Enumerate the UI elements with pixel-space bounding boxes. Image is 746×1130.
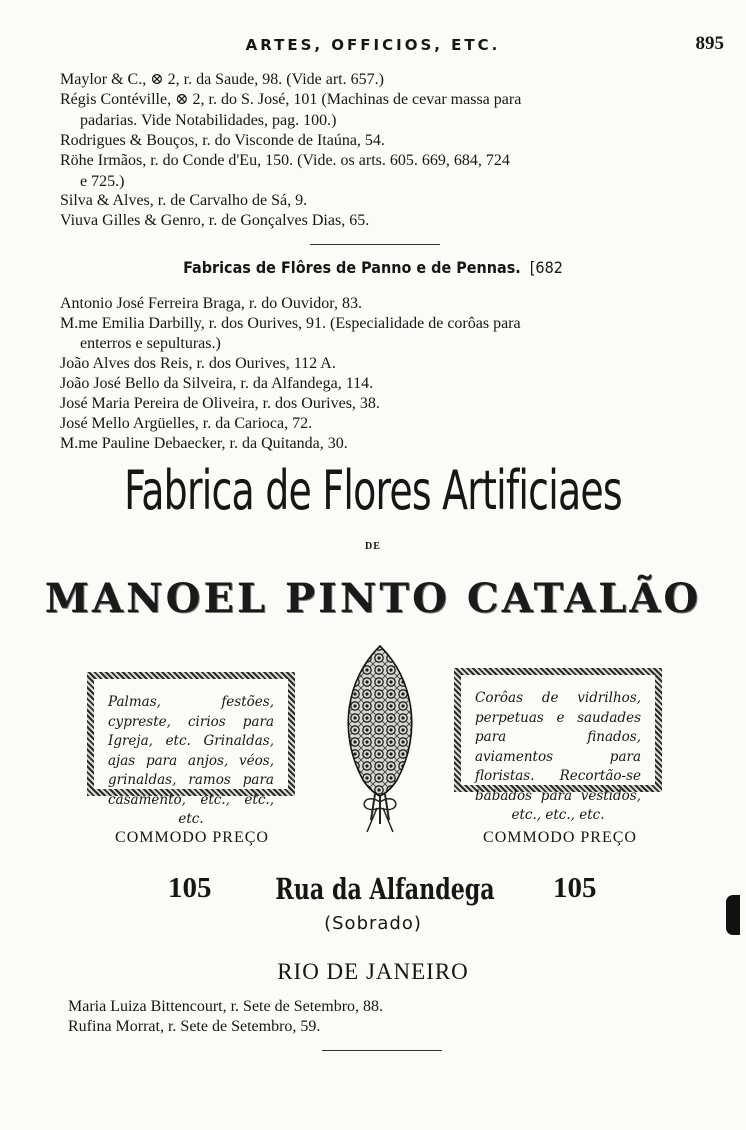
ad-title: Fabrica de Flores Artificiaes (124, 459, 622, 522)
page-number: 895 (695, 33, 724, 54)
ad-de: DE (365, 541, 381, 552)
right-ad-box-text: Corôas de vidrilhos, perpetuas e saudades para finados, aviamentos para floristas. Recortão-se babados para vestidos, etc., etc., etc. (475, 690, 641, 823)
list-entry: Maylor & C., ⊗ 2, r. da Saude, 98. (Vide art. 657.) (60, 71, 384, 88)
list-entry: Silva & Alves, r. de Carvalho de Sá, 9. (60, 192, 308, 209)
list-entry: Maria Luiza Bittencourt, r. Sete de Setembro, 88. (68, 998, 384, 1015)
right-ad-box (454, 668, 662, 823)
list-entry: João Alves dos Reis, r. dos Ourives, 112 A. (60, 355, 336, 372)
floor-note: (Sobrado) (324, 913, 422, 934)
list-entry: M.me Pauline Debaecker, r. da Quitanda, 30. (60, 435, 348, 452)
street-name: Rua da Alfandega (275, 872, 495, 906)
list-entry-continuation: e 725.) (80, 173, 125, 190)
section-divider (310, 244, 440, 245)
price-label-right: COMMODO PREÇO (483, 829, 637, 846)
street-number-right: 105 (553, 872, 597, 904)
list-entry: M.me Emilia Darbilly, r. dos Ourives, 91. (Especialidade de corôas para (60, 315, 521, 332)
left-ad-box-text: Palmas, festões, cypreste, cirios para Igreja, etc. Grinaldas, ajas para anjos, véos, grinaldas, ramos para casamento, etc., etc., etc. (108, 694, 274, 827)
list-entry: Rodrigues & Bouços, r. do Visconde de Itaúna, 54. (60, 132, 385, 149)
page-edge-mark (726, 895, 740, 935)
list-entry: Viuva Gilles & Genro, r. de Gonçalves Dias, 65. (60, 212, 370, 229)
list-entry: José Mello Argüelles, r. da Carioca, 72. (60, 415, 313, 432)
bottom-divider (322, 1050, 442, 1051)
ad-owner-name: MANOEL PINTO CATALÃO (44, 575, 702, 622)
section-heading-text: Fabricas de Flôres de Panno e de Pennas. (183, 258, 521, 277)
section-heading (0, 258, 746, 277)
running-header: ARTES, OFFICIOS, ETC. (245, 36, 501, 54)
list-entry: João José Bello da Silveira, r. da Alfandega, 114. (60, 375, 374, 392)
price-label-left: COMMODO PREÇO (115, 829, 269, 846)
list-entry: Régis Contéville, ⊗ 2, r. do S. José, 101 (Machinas de cevar massa para (60, 91, 522, 108)
list-entry-continuation: enterros e sepulturas.) (80, 335, 221, 352)
street-number-left: 105 (168, 872, 212, 904)
section-number: [682 (529, 258, 563, 277)
left-ad-box (87, 672, 295, 827)
list-entry: José Maria Pereira de Oliveira, r. dos Ourives, 38. (60, 395, 380, 412)
list-entry: Rufina Morrat, r. Sete de Setembro, 59. (68, 1018, 321, 1035)
flower-bouquet-illustration (325, 640, 435, 838)
list-entry: Antonio José Ferreira Braga, r. do Ouvidor, 83. (60, 295, 362, 312)
city-name: RIO DE JANEIRO (277, 959, 469, 984)
list-entry: Röhe Irmãos, r. do Conde d'Eu, 150. (Vide. os arts. 605. 669, 684, 724 (60, 152, 510, 169)
list-entry-continuation: padarias. Vide Notabilidades, pag. 100.) (80, 112, 337, 129)
